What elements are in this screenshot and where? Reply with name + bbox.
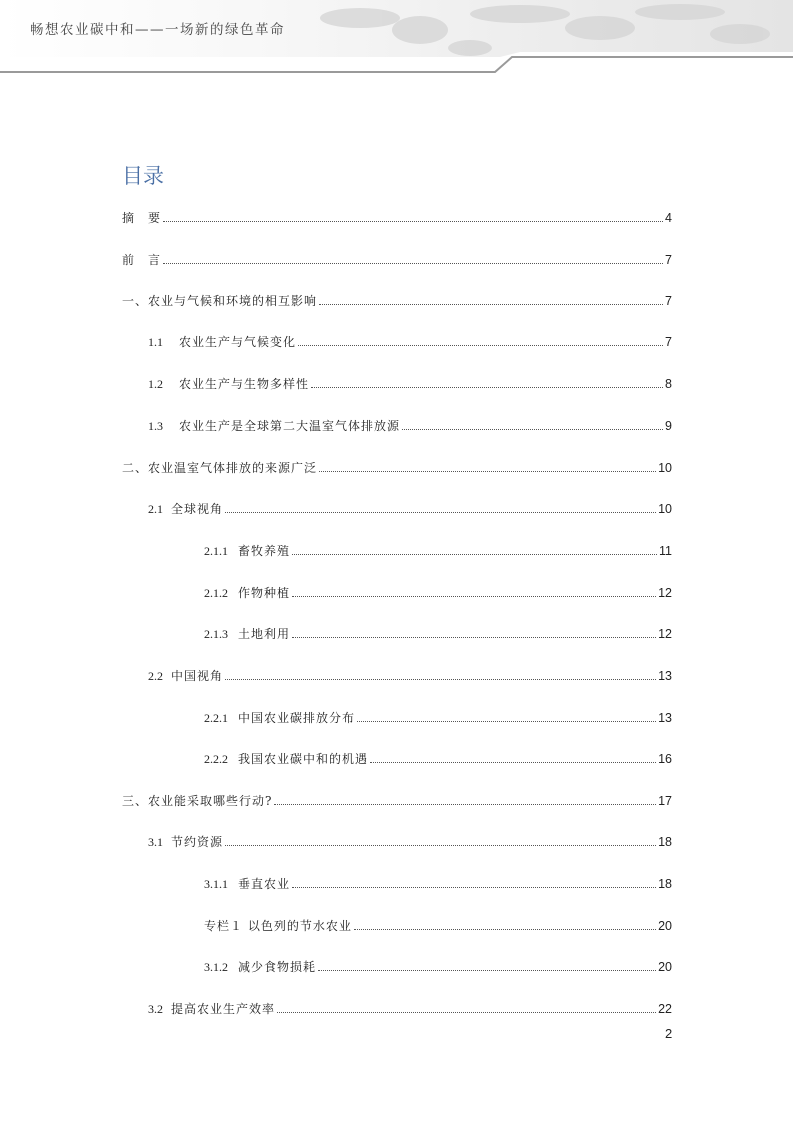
toc-entry-number: 3.2 bbox=[148, 1002, 163, 1016]
toc-entry-page: 22 bbox=[658, 1002, 672, 1016]
toc-entry[interactable] bbox=[148, 418, 672, 434]
toc-entry-label: 前 言 bbox=[122, 253, 162, 267]
toc-entry-page: 20 bbox=[658, 919, 672, 933]
toc-entry[interactable] bbox=[204, 876, 672, 892]
toc-entry-page: 17 bbox=[658, 794, 672, 808]
toc-entry[interactable] bbox=[122, 793, 672, 809]
toc-entry-label: 农业生产与气候变化 bbox=[179, 335, 297, 349]
toc-entry[interactable] bbox=[148, 334, 672, 350]
toc-entry[interactable] bbox=[148, 668, 672, 684]
toc-leader-dots bbox=[311, 386, 663, 388]
toc-entry-page: 16 bbox=[658, 752, 672, 766]
toc-entry-label: 全球视角 bbox=[171, 502, 224, 516]
toc-leader-dots bbox=[292, 595, 656, 597]
toc-entry-page: 12 bbox=[658, 586, 672, 600]
toc-entry-page: 9 bbox=[665, 419, 672, 433]
toc-entry-page: 7 bbox=[665, 335, 672, 349]
toc-entry-number: 2.1.3 bbox=[204, 627, 228, 641]
toc-entry-label: 一、农业与气候和环境的相互影响 bbox=[122, 294, 318, 308]
toc-heading: 目录 bbox=[122, 164, 164, 188]
toc-entry-label: 节约资源 bbox=[171, 835, 224, 849]
toc-leader-dots bbox=[274, 803, 656, 805]
toc-entry[interactable] bbox=[122, 460, 672, 476]
toc-entry[interactable] bbox=[148, 834, 672, 850]
toc-leader-dots bbox=[319, 303, 663, 305]
toc-entry-label: 农业生产是全球第二大温室气体排放源 bbox=[179, 419, 401, 433]
toc-entry-label: 摘 要 bbox=[122, 211, 162, 225]
toc-entry-page: 18 bbox=[658, 877, 672, 891]
toc-entry-number: 2.1 bbox=[148, 502, 163, 516]
toc-entry-number: 3.1.2 bbox=[204, 960, 228, 974]
toc-entry-label: 作物种植 bbox=[238, 586, 291, 600]
toc-entry-number: 1.1 bbox=[148, 335, 163, 349]
toc-entry-page: 7 bbox=[665, 253, 672, 267]
toc-entry-number: 2.2.2 bbox=[204, 752, 228, 766]
toc-entry-label: 垂直农业 bbox=[238, 877, 291, 891]
page-number: 2 bbox=[665, 1026, 673, 1041]
toc-entry-label: 二、农业温室气体排放的来源广泛 bbox=[122, 461, 318, 475]
toc-entry[interactable] bbox=[148, 1001, 672, 1017]
toc-entry-number: 2.1.1 bbox=[204, 544, 228, 558]
toc-leader-dots bbox=[298, 344, 663, 346]
toc-entry-label: 土地利用 bbox=[238, 627, 291, 641]
toc-entry-label: 提高农业生产效率 bbox=[171, 1002, 276, 1016]
toc-entry-page: 10 bbox=[658, 502, 672, 516]
toc-entry-label: 畜牧养殖 bbox=[238, 544, 291, 558]
toc-entry-number: 1.2 bbox=[148, 377, 163, 391]
toc-leader-dots bbox=[225, 678, 656, 680]
toc-leader-dots bbox=[225, 844, 656, 846]
toc-entry-page: 18 bbox=[658, 835, 672, 849]
toc-entry-label: 我国农业碳中和的机遇 bbox=[238, 752, 369, 766]
toc-entry-number: 2.1.2 bbox=[204, 586, 228, 600]
toc-entry[interactable] bbox=[204, 543, 672, 559]
toc-leader-dots bbox=[292, 636, 656, 638]
toc-entry[interactable] bbox=[204, 626, 672, 642]
toc-entry-label: 中国农业碳排放分布 bbox=[238, 711, 356, 725]
toc-entry[interactable] bbox=[204, 918, 672, 934]
toc-entry[interactable] bbox=[204, 585, 672, 601]
toc-entry-number: 3.1.1 bbox=[204, 877, 228, 891]
toc-entry-number: 2.2.1 bbox=[204, 711, 228, 725]
toc-entry-page: 20 bbox=[658, 960, 672, 974]
toc-entry-label: 中国视角 bbox=[171, 669, 224, 683]
toc-entry[interactable] bbox=[204, 710, 672, 726]
toc-leader-dots bbox=[277, 1011, 656, 1013]
toc-entry-page: 12 bbox=[658, 627, 672, 641]
toc-entry[interactable] bbox=[204, 959, 672, 975]
toc-leader-dots bbox=[370, 761, 656, 763]
toc-entry[interactable] bbox=[148, 376, 672, 392]
toc-leader-dots bbox=[292, 886, 656, 888]
toc-entry-page: 13 bbox=[658, 711, 672, 725]
toc-entry-label: 三、农业能采取哪些行动? bbox=[122, 794, 273, 808]
toc-leader-dots bbox=[319, 470, 656, 472]
header-title: 畅想农业碳中和——一场新的绿色革命 bbox=[30, 22, 285, 38]
toc-entry[interactable] bbox=[204, 751, 672, 767]
toc-entry[interactable] bbox=[122, 210, 672, 226]
toc-entry-page: 11 bbox=[659, 544, 672, 558]
toc-entry-number: 2.2 bbox=[148, 669, 163, 683]
toc-entry-page: 10 bbox=[658, 461, 672, 475]
toc-leader-dots bbox=[318, 969, 656, 971]
toc-entry[interactable] bbox=[148, 501, 672, 517]
toc-entry-page: 8 bbox=[665, 377, 672, 391]
toc-leader-dots bbox=[402, 428, 663, 430]
toc-leader-dots bbox=[357, 720, 656, 722]
toc-leader-dots bbox=[225, 511, 656, 513]
toc-entry[interactable] bbox=[122, 293, 672, 309]
toc-entry[interactable] bbox=[122, 252, 672, 268]
toc-entry-page: 4 bbox=[665, 211, 672, 225]
toc-leader-dots bbox=[163, 220, 663, 222]
toc-entry-number: 3.1 bbox=[148, 835, 163, 849]
toc-entry-number: 1.3 bbox=[148, 419, 163, 433]
toc-entry-page: 7 bbox=[665, 294, 672, 308]
toc-entry-label: 农业生产与生物多样性 bbox=[179, 377, 310, 391]
toc-entry-page: 13 bbox=[658, 669, 672, 683]
toc-entry-label: 减少食物损耗 bbox=[238, 960, 317, 974]
toc-leader-dots bbox=[163, 262, 663, 264]
toc-leader-dots bbox=[354, 928, 656, 930]
toc-entry-label: 专栏１ 以色列的节水农业 bbox=[204, 919, 352, 933]
toc-leader-dots bbox=[292, 553, 657, 555]
